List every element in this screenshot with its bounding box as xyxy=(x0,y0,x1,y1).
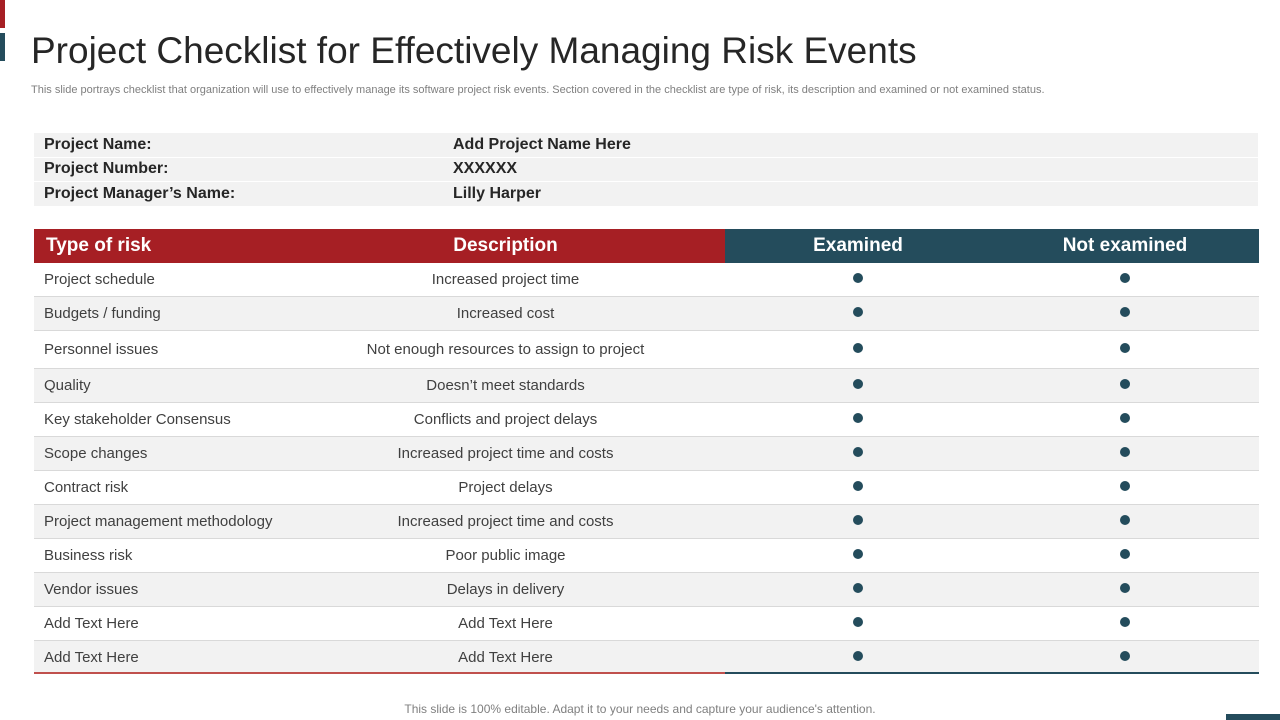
examined-cell xyxy=(725,485,991,491)
not-examined-status-icon xyxy=(1120,481,1130,491)
header-examined: Examined xyxy=(725,229,991,263)
not-examined-status-icon xyxy=(1120,617,1130,627)
examined-status-icon xyxy=(853,307,863,317)
examined-cell xyxy=(725,311,991,317)
project-name-value: Add Project Name Here xyxy=(453,135,631,153)
examined-cell xyxy=(725,347,991,353)
header-description: Description xyxy=(286,229,725,263)
table-row xyxy=(34,403,1259,437)
project-manager-row xyxy=(34,182,1258,207)
not-examined-cell xyxy=(991,417,1259,423)
examined-status-icon xyxy=(853,583,863,593)
project-number-label: Project Number: xyxy=(44,160,169,178)
corner-accent xyxy=(1226,714,1280,720)
not-examined-status-icon xyxy=(1120,549,1130,559)
examined-status-icon xyxy=(853,651,863,661)
risk-description-cell: Add Text Here xyxy=(458,615,553,632)
project-number-row xyxy=(34,158,1258,183)
table-row xyxy=(34,263,1259,297)
risk-description-cell: Delays in delivery xyxy=(446,581,565,598)
not-examined-cell xyxy=(991,655,1259,661)
risk-description-cell: Conflicts and project delays xyxy=(413,411,598,428)
risk-checklist-table xyxy=(34,229,1259,674)
not-examined-status-icon xyxy=(1120,273,1130,283)
bottom-border-teal xyxy=(725,672,1259,674)
risk-type-cell: Personnel issues xyxy=(44,341,159,358)
risk-description-cell: Add Text Here xyxy=(458,649,553,666)
header-not-examined: Not examined xyxy=(991,229,1259,263)
examined-status-icon xyxy=(853,447,863,457)
not-examined-cell xyxy=(991,553,1259,559)
table-row xyxy=(34,369,1259,403)
table-row xyxy=(34,607,1259,641)
project-name-row xyxy=(34,133,1258,158)
table-row xyxy=(34,471,1259,505)
not-examined-status-icon xyxy=(1120,515,1130,525)
examined-cell xyxy=(725,383,991,389)
not-examined-cell xyxy=(991,621,1259,627)
not-examined-cell xyxy=(991,451,1259,457)
examined-status-icon xyxy=(853,379,863,389)
table-header xyxy=(34,229,1259,263)
project-name-label: Project Name: xyxy=(44,135,152,153)
table-row xyxy=(34,297,1259,331)
risk-type-cell: Key stakeholder Consensus xyxy=(44,411,231,428)
risk-type-cell: Scope changes xyxy=(44,445,148,462)
risk-type-cell: Add Text Here xyxy=(44,649,139,666)
not-examined-status-icon xyxy=(1120,307,1130,317)
not-examined-cell xyxy=(991,485,1259,491)
table-row xyxy=(34,331,1259,369)
not-examined-status-icon xyxy=(1120,379,1130,389)
table-row xyxy=(34,505,1259,539)
accent-bar-teal xyxy=(0,33,5,61)
risk-description-cell: Project delays xyxy=(458,479,553,496)
examined-cell xyxy=(725,553,991,559)
examined-status-icon xyxy=(853,617,863,627)
risk-type-cell: Contract risk xyxy=(44,479,129,496)
project-manager-value: Lilly Harper xyxy=(453,184,542,202)
not-examined-cell xyxy=(991,519,1259,525)
not-examined-cell xyxy=(991,383,1259,389)
risk-type-cell: Budgets / funding xyxy=(44,305,161,322)
risk-type-cell: Project schedule xyxy=(44,271,155,288)
project-info-table xyxy=(34,133,1258,207)
risk-description-cell: Increased cost xyxy=(456,305,555,322)
risk-type-cell: Add Text Here xyxy=(44,615,139,632)
risk-type-cell: Vendor issues xyxy=(44,581,139,598)
not-examined-cell xyxy=(991,347,1259,353)
risk-type-cell: Business risk xyxy=(44,547,133,564)
not-examined-cell xyxy=(991,311,1259,317)
not-examined-cell xyxy=(991,587,1259,593)
examined-cell xyxy=(725,277,991,283)
examined-cell xyxy=(725,655,991,661)
examined-cell xyxy=(725,451,991,457)
examined-status-icon xyxy=(853,343,863,353)
not-examined-status-icon xyxy=(1120,583,1130,593)
table-row xyxy=(34,573,1259,607)
risk-description-cell: Not enough resources to assign to project xyxy=(366,341,645,358)
header-type-of-risk: Type of risk xyxy=(34,229,286,263)
project-manager-label: Project Manager’s Name: xyxy=(44,184,236,202)
examined-cell xyxy=(725,621,991,627)
risk-type-cell: Quality xyxy=(44,377,91,394)
not-examined-status-icon xyxy=(1120,651,1130,661)
examined-status-icon xyxy=(853,481,863,491)
accent-bar-red xyxy=(0,0,5,28)
risk-description-cell: Doesn’t meet standards xyxy=(426,377,585,394)
risk-description-cell: Poor public image xyxy=(445,547,566,564)
examined-status-icon xyxy=(853,413,863,423)
slide-subtitle: This slide portrays checklist that organization will use to effectively manage its software project risk events. Section covered in the checklist are type of risk, its description and examined or not examined status. xyxy=(31,84,1045,96)
table-row xyxy=(34,539,1259,573)
examined-cell xyxy=(725,587,991,593)
examined-status-icon xyxy=(853,549,863,559)
project-number-value: XXXXXX xyxy=(453,160,518,178)
not-examined-cell xyxy=(991,277,1259,283)
table-row xyxy=(34,641,1259,674)
examined-status-icon xyxy=(853,515,863,525)
risk-description-cell: Increased project time and costs xyxy=(397,445,614,462)
risk-description-cell: Increased project time xyxy=(431,271,580,288)
examined-cell xyxy=(725,417,991,423)
examined-cell xyxy=(725,519,991,525)
table-bottom-border xyxy=(34,672,1259,674)
risk-description-cell: Increased project time and costs xyxy=(397,513,614,530)
table-body xyxy=(34,263,1259,674)
not-examined-status-icon xyxy=(1120,343,1130,353)
risk-type-cell: Project management methodology xyxy=(44,513,273,530)
not-examined-status-icon xyxy=(1120,447,1130,457)
bottom-border-red xyxy=(34,672,725,674)
slide-title: Project Checklist for Effectively Managing Risk Events xyxy=(31,30,917,71)
examined-status-icon xyxy=(853,273,863,283)
footer-note: This slide is 100% editable. Adapt it to your needs and capture your audience's attention. xyxy=(404,702,876,716)
not-examined-status-icon xyxy=(1120,413,1130,423)
table-row xyxy=(34,437,1259,471)
